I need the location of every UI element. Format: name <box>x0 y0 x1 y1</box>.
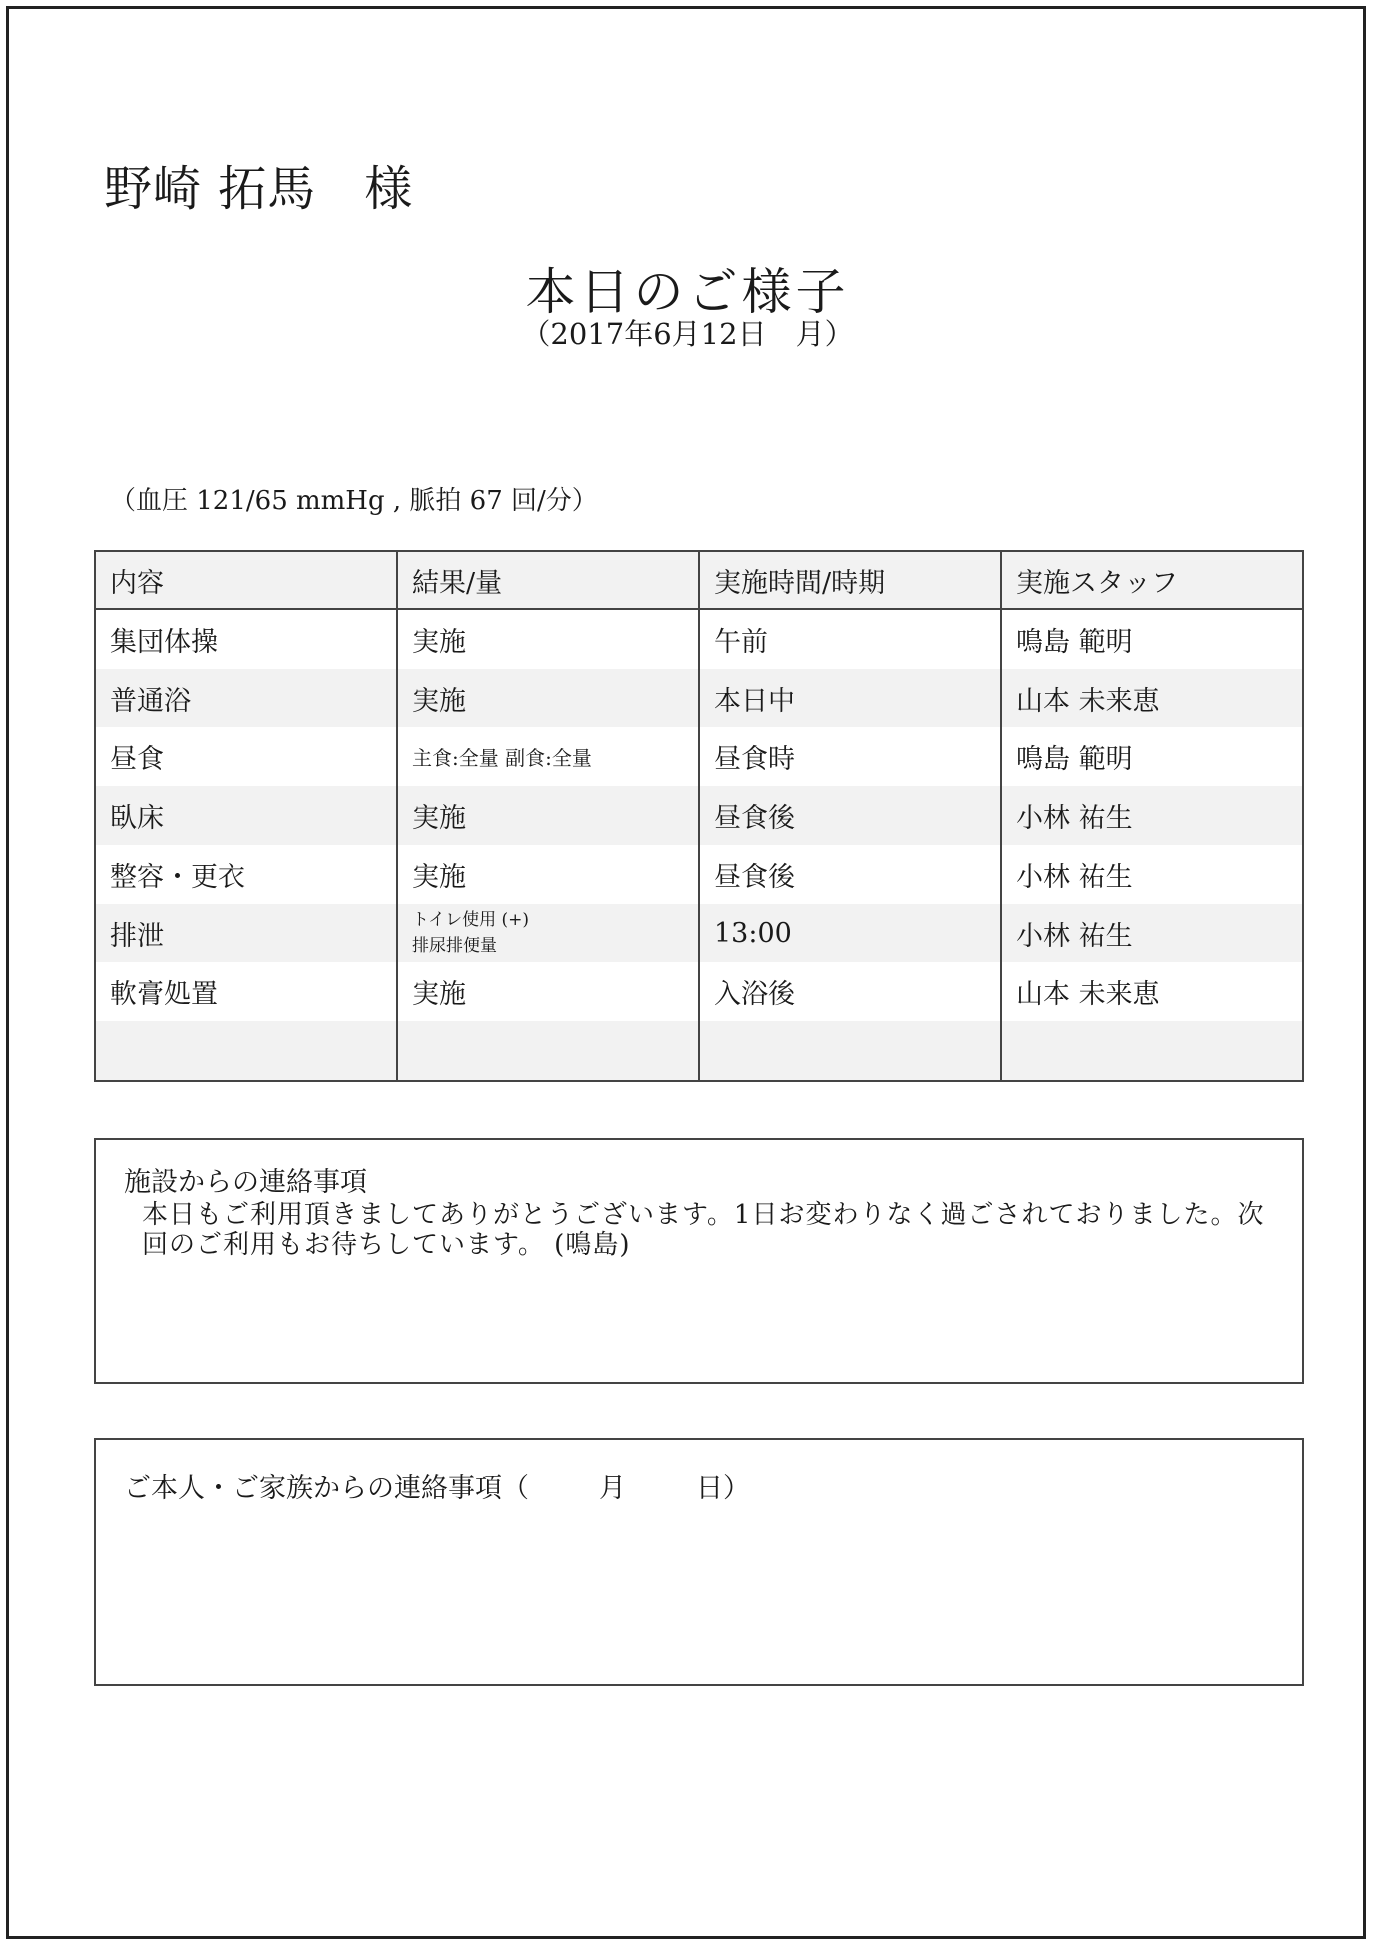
header-content: 内容 <box>95 551 397 609</box>
cell-result-line1: トイレ使用 (+) <box>412 910 530 931</box>
cell-staff: 小林 祐生 <box>1016 861 1133 893</box>
cell-result-text: 主食:全量 副食:全量 <box>412 746 592 771</box>
page-title: 本日のご様子 <box>525 263 850 321</box>
cell-time: 13:00 <box>699 904 1001 963</box>
cell-content: 軟膏処置 <box>95 962 397 1021</box>
cell-staff: 山本 未来恵 <box>1001 669 1303 728</box>
cell-time <box>699 1021 1001 1081</box>
cell-staff: 山本 未来恵 <box>1016 979 1160 1011</box>
family-notes-title: ご本人・ご家族からの連絡事項（ <box>124 1473 529 1504</box>
activity-table <box>94 550 1304 1082</box>
cell-result <box>397 904 699 963</box>
cell-content: 排泄 <box>95 904 397 963</box>
table-row <box>95 845 1303 904</box>
patient-name: 野崎 拓馬 <box>104 161 317 217</box>
family-notes-title-line <box>124 1466 750 1505</box>
table-row <box>95 609 1303 669</box>
header-staff: 実施スタッフ <box>1001 551 1303 609</box>
header-result: 結果/量 <box>397 551 699 609</box>
family-notes-day-label: 日） <box>696 1473 750 1504</box>
cell-time: 本日中 <box>699 669 1001 728</box>
facility-notes-box <box>94 1138 1304 1384</box>
cell-result <box>397 1021 699 1081</box>
table-row <box>95 786 1303 845</box>
cell-result: 実施 <box>397 609 699 669</box>
cell-content: 昼食 <box>95 727 397 786</box>
cell-time: 昼食後 <box>699 845 1001 904</box>
cell-staff: 小林 祐生 <box>1001 904 1303 963</box>
report-date: （2017年6月12日 月） <box>521 317 854 351</box>
table-row <box>95 669 1303 728</box>
table-row <box>95 727 1303 786</box>
cell-staff: 小林 祐生 <box>1001 786 1303 845</box>
cell-content: 集団体操 <box>95 609 397 669</box>
cell-content: 臥床 <box>95 786 397 845</box>
cell-result-line2: 排尿排便量 <box>412 936 497 957</box>
family-notes-box[interactable] <box>94 1438 1304 1686</box>
cell-result <box>397 727 699 786</box>
cell-result: 実施 <box>397 845 699 904</box>
cell-staff: 鳴島 範明 <box>1016 744 1133 776</box>
cell-result: 実施 <box>397 669 699 728</box>
cell-time: 入浴後 <box>699 962 1001 1021</box>
cell-staff: 鳴島 範明 <box>1016 626 1133 658</box>
patient-honorific: 様 <box>364 161 414 217</box>
table-row <box>95 962 1303 1021</box>
facility-notes-body: 本日もご利用頂きましてありがとうございます。1日お変わりなく過ごされておりました。次回のご利用もお待ちしています。 (鳴島) <box>142 1200 1265 1260</box>
cell-result: 実施 <box>397 786 699 845</box>
family-notes-month-label: 月 <box>599 1473 626 1504</box>
table-row <box>95 904 1303 963</box>
table-row <box>95 1021 1303 1081</box>
cell-time: 午前 <box>699 609 1001 669</box>
header-time: 実施時間/時期 <box>699 551 1001 609</box>
cell-content: 整容・更衣 <box>95 845 397 904</box>
cell-time: 昼食後 <box>699 786 1001 845</box>
table-header-row <box>95 551 1303 609</box>
cell-content: 普通浴 <box>95 669 397 728</box>
cell-staff <box>1001 1021 1303 1081</box>
cell-time: 昼食時 <box>699 727 1001 786</box>
vitals-line: （血圧 121/65 mmHg , 脈拍 67 回/分） <box>110 486 598 516</box>
cell-content <box>95 1021 397 1081</box>
facility-notes-title: 施設からの連絡事項 <box>124 1167 367 1198</box>
patient-name-heading <box>104 150 413 219</box>
cell-result: 実施 <box>397 962 699 1021</box>
